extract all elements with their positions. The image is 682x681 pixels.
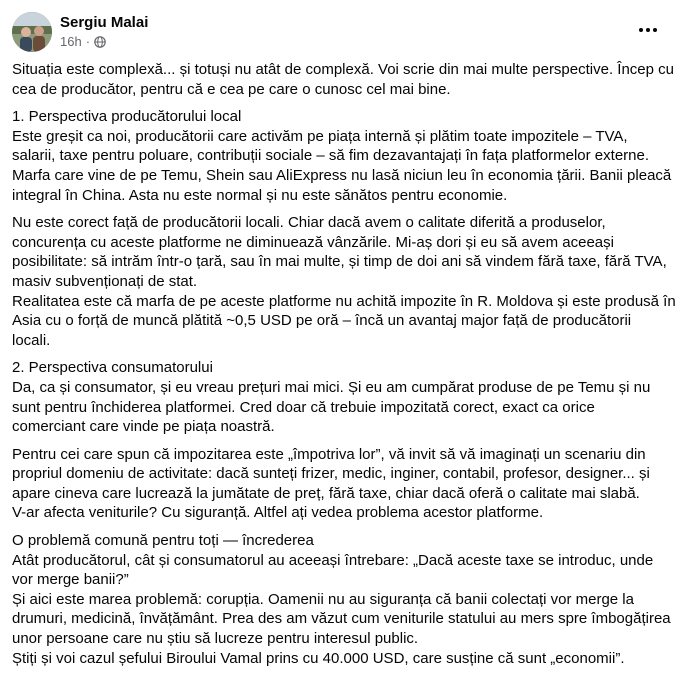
text-line: propriul domeniu de activitate: dacă sunteți frizer, medic, inginer, contabil, profesor, designer... și (12, 465, 650, 483)
text-line: Marfa care vine de pe Temu, Shein sau AliExpress nu lasă niciun leu în economia țării. Banii pleacă (12, 166, 672, 184)
text-line: Pentru cei care spun că impozitarea este „împotriva lor”, vă invit să vă imaginați un scenariu din (12, 445, 646, 463)
text-line: drumuri, medicină, învățământ. Prea des am văzut cum veniturile statului au mers spre îmbogățirea (12, 610, 671, 628)
text-line: masiv subvenționați de stat. (12, 272, 198, 290)
text-line: salarii, taxe pentru poluare, contribuții sociale – să fim dezavantajați în fața platformelor externe. (12, 147, 650, 165)
text-line: sunt pentru închiderea platformei. Cred doar că trebuie impozitată corect, exact ca orice (12, 398, 595, 416)
avatar[interactable] (12, 12, 52, 52)
text-line: Realitatea este că marfa de pe aceste platforme nu achită impozite în R. Moldova și este produsă în (12, 292, 676, 310)
text-line: integral în China. Asta nu este normal și nu este sănătos pentru economie. (12, 186, 508, 204)
text-line: V-ar afecta veniturile? Cu siguranță. Altfel ați vedea problema acestor platforme. (12, 504, 544, 522)
text-line: apare cineva care lucrează la jumătate de preț, fără taxe, chiar dacă oferă o calitate mai slabă. (12, 484, 640, 502)
dot (646, 28, 650, 32)
text-line: Asia cu o forță de muncă plătită ~0,5 USD pe oră – încă un avantaj major față de producătorii (12, 312, 632, 330)
text-line: 1. Perspectiva producătorului local (12, 108, 242, 126)
text-line: concurența cu aceste platforme ne diminuează vânzările. Mi-aș dori și eu să avem aceeași (12, 233, 614, 251)
globe-icon[interactable] (94, 36, 106, 48)
meta-separator: · (85, 34, 91, 49)
post-meta (60, 34, 106, 49)
text-line: Nu este corect față de producătorii locali. Chiar dacă avem o calitate diferită a produselor, (12, 214, 606, 232)
text-line: Și aici este marea problemă: corupția. Oamenii nu au siguranța că banii colectați vor merge la (12, 590, 634, 608)
text-line: 2. Perspectiva consumatorului (12, 359, 213, 377)
post-header (12, 12, 670, 54)
author-name[interactable]: Sergiu Malai (60, 14, 149, 31)
post-time[interactable]: 16h (60, 34, 82, 49)
text-line: Atât producătorul, cât și consumatorul au aceeași întrebare: „Dacă aceste taxe se introduc, unde (12, 551, 654, 569)
text-line: locali. (12, 331, 51, 349)
text-line: comerciant care vinde pe piața noastră. (12, 418, 275, 436)
dot (653, 28, 657, 32)
avatar-photo-icon (12, 12, 52, 52)
post-paragraph (12, 531, 672, 668)
text-line: cea de producător, pentru că e cea pe care o cunosc cel mai bine. (12, 80, 451, 98)
text-line: Da, ca și consumator, și eu vreau prețuri mai mici. Și eu am cumpărat produse de pe Temu și nu (12, 378, 651, 396)
post-body (12, 60, 676, 676)
text-line: vor merge banii?” (12, 571, 129, 589)
more-options-icon[interactable] (634, 18, 662, 42)
post-paragraph (12, 358, 672, 436)
post-paragraph (12, 60, 672, 99)
post-paragraph (12, 445, 672, 523)
text-line: O problemă comună pentru toți — încrederea (12, 532, 314, 550)
post-paragraph (12, 213, 676, 350)
text-line: Știți și voi cazul șefului Biroului Vamal prins cu 40.000 USD, care susține că sunt „economii”. (12, 649, 625, 667)
post-paragraph (12, 107, 672, 205)
text-line: Este greșit ca noi, producătorii care activăm pe piața internă și plătim toate impozitele – TVA, (12, 127, 628, 145)
text-line: posibilitate: să intrăm într-o țară, sau în mai multe, și timp de doi ani să vindem fără taxe, fără TVA, (12, 253, 667, 271)
text-line: Situația este complexă... și totuși nu atât de complexă. Voi scrie din mai multe perspective. Încep cu (12, 61, 674, 78)
text-line: unor persoane care nu știu să lucreze pentru interesul public. (12, 630, 419, 648)
dot (639, 28, 643, 32)
